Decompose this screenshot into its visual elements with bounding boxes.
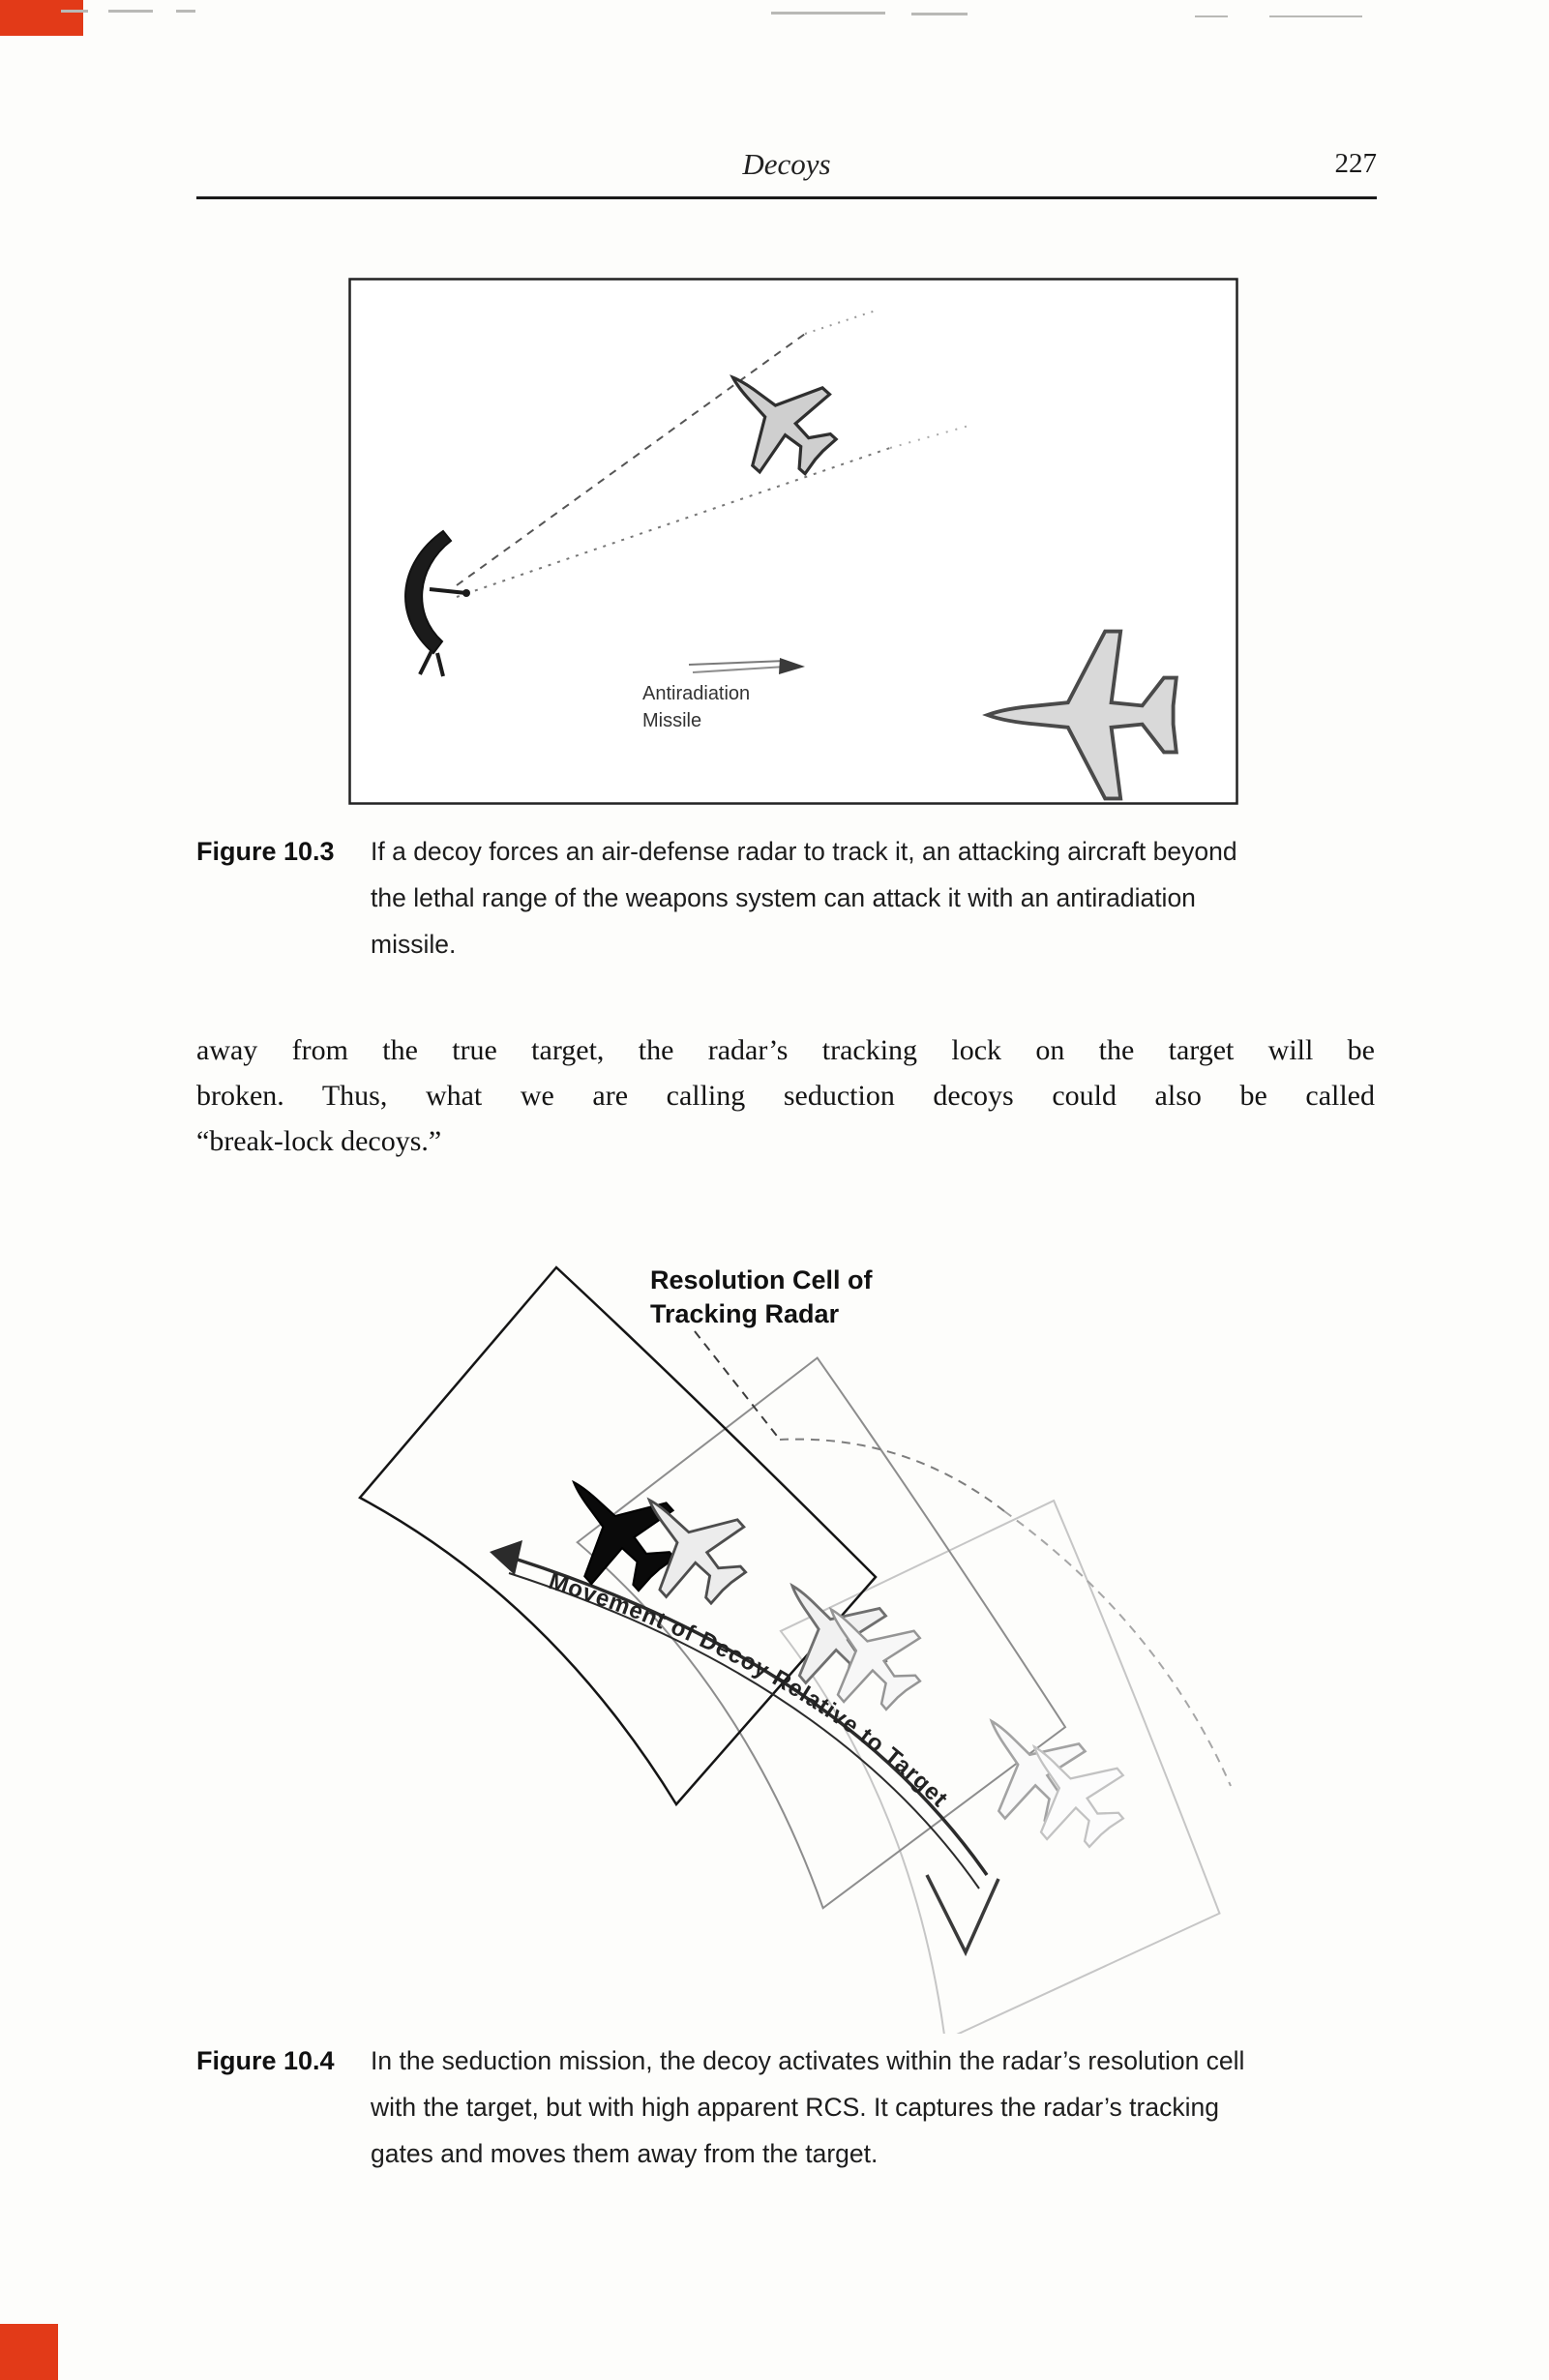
movement-start-arrowhead-icon xyxy=(490,1540,522,1575)
caption-line: the lethal range of the weapons system can attack it with an antiradiation xyxy=(371,883,1196,912)
scan-artifact-dash xyxy=(61,10,88,13)
page-number: 227 xyxy=(1334,148,1377,179)
body-paragraph xyxy=(196,1027,1375,1164)
scan-artifact-red-mark-bottom xyxy=(0,2324,58,2380)
caption-line: If a decoy forces an air-defense radar to track it, an attacking aircraft beyond xyxy=(371,837,1237,866)
cell-track-dashed-line xyxy=(780,1440,1004,1511)
movement-end-arrowhead-icon xyxy=(927,1875,998,1952)
scan-artifact-dash xyxy=(108,10,153,13)
decoy-aircraft-ghost-icon xyxy=(951,1687,1107,1845)
missile-annotation-line-2: Missile xyxy=(642,710,702,731)
scan-artifact-dash xyxy=(176,10,195,13)
figure-10-3-caption-text xyxy=(371,828,1237,967)
caption-line: with the target, but with high apparent RCS. It captures the radar’s tracking xyxy=(371,2093,1219,2122)
missile-annotation-line-1: Antiradiation xyxy=(642,683,751,704)
scan-artifact-dash xyxy=(1195,15,1228,17)
header-rule xyxy=(196,196,1377,199)
figure-10-4-illustration xyxy=(310,1248,1345,2034)
caption-line: In the seduction mission, the decoy activates within the radar’s resolution cell xyxy=(371,2046,1245,2075)
page-title: Decoys xyxy=(742,147,831,181)
body-line: “break-lock decoys.” xyxy=(196,1125,442,1157)
movement-path-label-text: Movement of Decoy Relative to Target xyxy=(545,1567,954,1813)
figure-10-3-caption xyxy=(196,828,1237,967)
scan-artifact-dash xyxy=(911,13,968,15)
cell-track-dashed-line xyxy=(1004,1511,1231,1786)
scan-artifact-dash xyxy=(771,12,885,15)
running-head xyxy=(196,147,1377,190)
caption-line: gates and moves them away from the target. xyxy=(371,2139,879,2168)
movement-curve-inner xyxy=(509,1573,979,1889)
figure-10-3-label: Figure 10.3 xyxy=(196,837,335,866)
caption-line: missile. xyxy=(371,930,457,959)
body-line: away from the true target, the radar’s tracking lock on the target will be xyxy=(196,1034,1375,1066)
figure-10-4-label: Figure 10.4 xyxy=(196,2046,335,2075)
body-line: broken. Thus, what we are calling seduction decoys could also be called xyxy=(196,1080,1375,1112)
annotation-pointer-dashed-line xyxy=(695,1331,780,1440)
figure-10-4-caption-text xyxy=(371,2038,1244,2177)
figure-10-3-illustration xyxy=(348,278,1238,805)
figure-10-4-caption xyxy=(196,2038,1244,2177)
scan-artifact-red-mark-top xyxy=(0,0,83,36)
scan-artifact-dash xyxy=(1269,15,1362,17)
resolution-cell-annotation-line-2: Tracking Radar xyxy=(650,1299,840,1328)
resolution-cell-annotation-line-1: Resolution Cell of xyxy=(650,1265,873,1294)
